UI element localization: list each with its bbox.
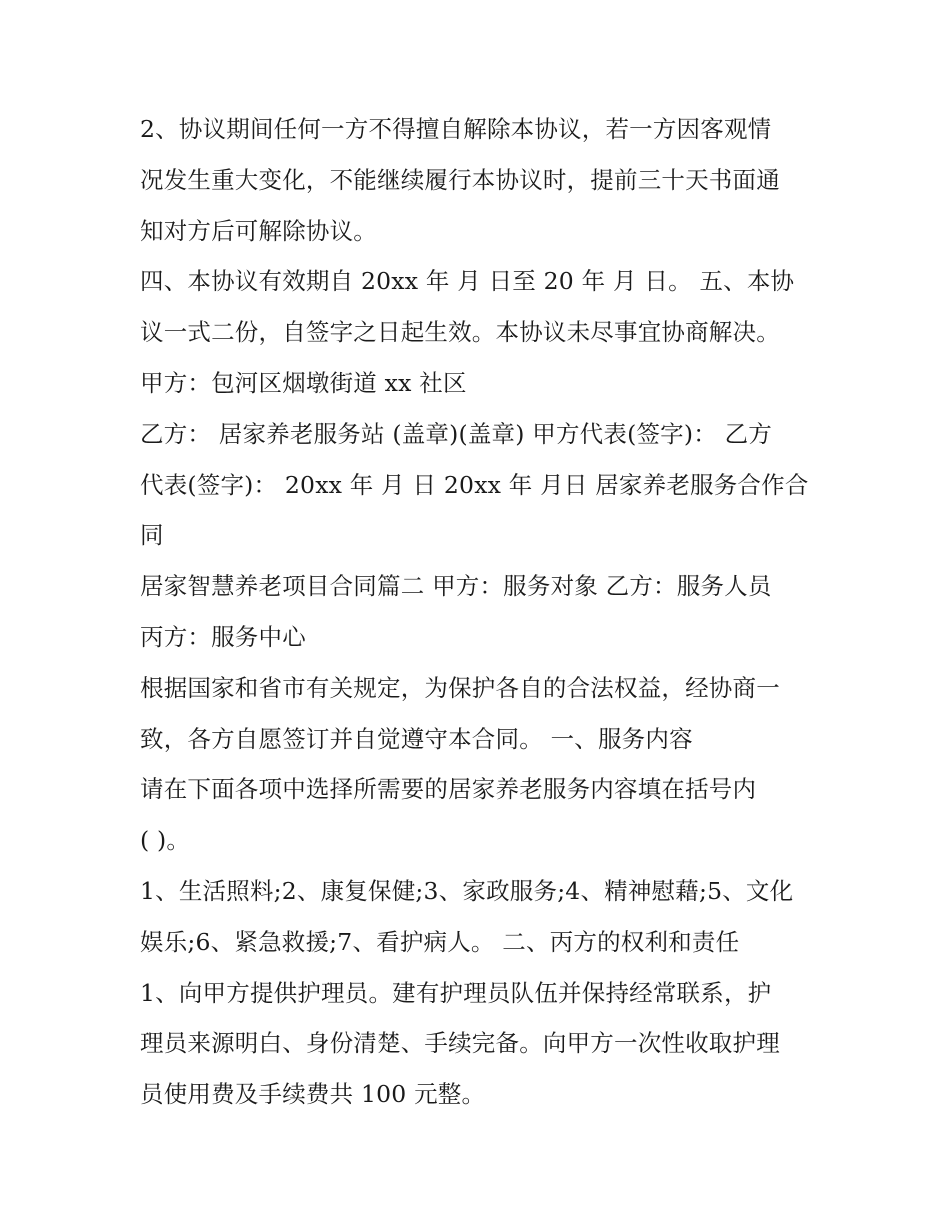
text-line: 1、生活照料;2、康复保健;3、家政服务;4、精神慰藉;5、文化 bbox=[140, 876, 794, 905]
text-line: 四、本协议有效期自 20xx 年 月 日至 20 年 月 日。 五、本协 bbox=[140, 267, 795, 296]
text-line: ( )。 bbox=[140, 826, 191, 855]
text-line: 理员来源明白、身份清楚、手续完备。向甲方一次性收取护理 bbox=[140, 1029, 780, 1058]
document-body bbox=[140, 104, 820, 1120]
text-line: 议一式二份，自签字之日起生效。本协议未尽事宜协商解决。 bbox=[140, 318, 780, 347]
text-line: 1、向甲方提供护理员。建有护理员队伍并保持经常联系，护 bbox=[140, 978, 772, 1007]
text-line: 员使用费及手续费共 100 元整。 bbox=[140, 1080, 486, 1109]
text-line: 请在下面各项中选择所需要的居家养老服务内容填在括号内 bbox=[140, 775, 757, 804]
text-line: 居家智慧养老项目合同篇二 甲方：服务对象 乙方：服务人员 bbox=[140, 572, 772, 601]
text-line: 致，各方自愿签订并自觉遵守本合同。 一、服务内容 bbox=[140, 724, 693, 753]
text-line: 同 bbox=[140, 521, 164, 550]
text-line: 乙方： 居家养老服务站 (盖章)(盖章) 甲方代表(签字)： 乙方 bbox=[140, 419, 772, 448]
text-line: 娱乐;6、紧急救援;7、看护病人。 二、丙方的权利和责任 bbox=[140, 927, 740, 956]
text-line: 知对方后可解除协议。 bbox=[140, 216, 377, 245]
text-line: 况发生重大变化，不能继续履行本协议时，提前三十天书面通 bbox=[140, 165, 780, 194]
text-line: 根据国家和省市有关规定，为保护各自的合法权益，经协商一 bbox=[140, 673, 780, 702]
text-line: 代表(签字)： 20xx 年 月 日 20xx 年 月日 居家养老服务合作合 bbox=[140, 470, 809, 499]
text-line: 丙方：服务中心 bbox=[140, 622, 306, 651]
text-line: 甲方：包河区烟墩街道 xx 社区 bbox=[140, 368, 467, 397]
text-line: 2、协议期间任何一方不得擅自解除本协议，若一方因客观情 bbox=[140, 115, 772, 143]
